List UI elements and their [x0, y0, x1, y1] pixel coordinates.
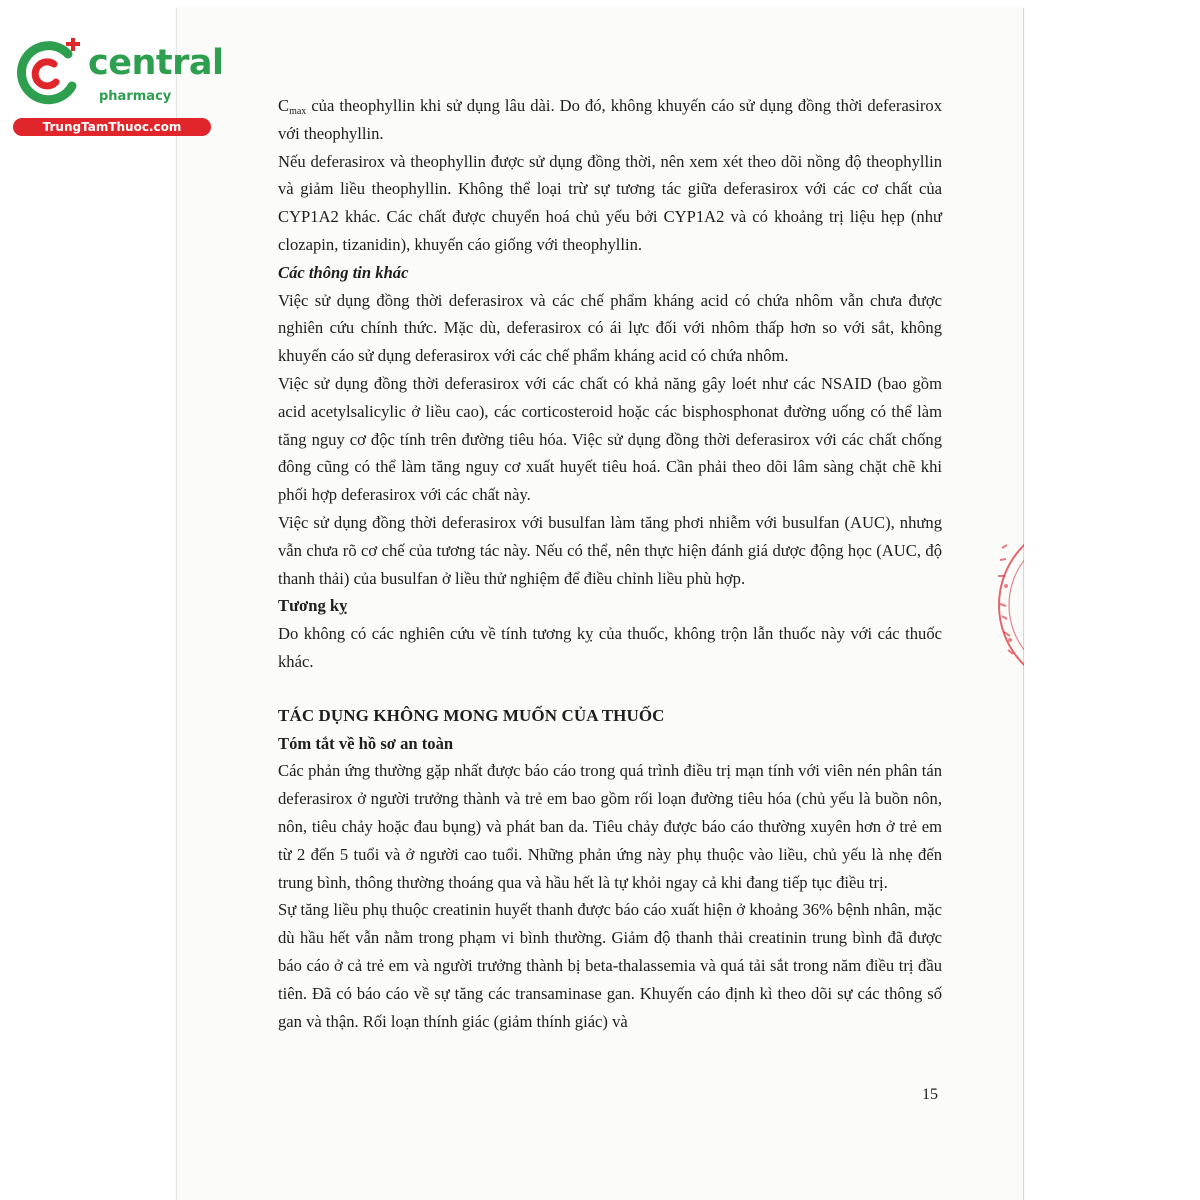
paragraph-antacid: Việc sử dụng đồng thời deferasirox và các chế phẩm kháng acid có chứa nhôm vẫn chưa được nghiên cứu chính thức. Mặc dù, deferasirox có ái lực đối với nhôm thấp hơn so với sắt, không khuyến cáo sử dụng deferasirox với các chế phẩm kháng acid có chứa nhôm.	[278, 290, 942, 366]
brand-name: central	[88, 43, 224, 83]
paragraph-nsaid: Việc sử dụng đồng thời deferasirox với các chất có khả năng gây loét như các NSAID (bao gồm acid acetylsalicylic ở liều cao), các corticosteroid hoặc các bisphosphonat đường uống có thể làm tăng nguy cơ độc tính trên đường tiêu hóa. Việc sử dụng đồng thời deferasirox với các chất chống đông cũng có thể làm tăng nguy cơ xuất huyết tiêu hoá. Cần phải theo dõi lâm sàng chặt chẽ khi phối hợp deferasirox với các chất này.	[278, 373, 942, 505]
paragraph-cmax	[278, 92, 942, 148]
heading-incompatibility: Tương kỵ	[278, 596, 348, 616]
section-title-adverse-effects: TÁC DỤNG KHÔNG MONG MUỐN CỦA THUỐC	[278, 705, 665, 725]
heading-safety-summary: Tóm tắt về hồ sơ an toàn	[278, 733, 454, 753]
page-number: 15	[922, 1086, 938, 1103]
brand-website-badge[interactable]: TrungTamThuoc.com	[13, 118, 211, 136]
brand-tagline: pharmacy	[99, 89, 172, 104]
pharmacy-cross-logo-icon	[10, 38, 88, 110]
central-pharmacy-logo[interactable]	[10, 38, 224, 138]
heading-other-information: Các thông tin khác	[278, 262, 409, 282]
paragraph-incompatibility: Do không có các nghiên cứu về tính tương kỵ của thuốc, không trộn lẫn thuốc này với các thuốc khác.	[278, 624, 942, 671]
paragraph-cmax-text: của theophyllin khi sử dụng lâu dài. Do đó, không khuyến cáo sử dụng đồng thời deferasirox với theophyllin.	[278, 96, 942, 143]
red-stamp-seal-icon	[988, 520, 1024, 690]
cmax-subscript: max	[289, 106, 307, 117]
paragraph-busulfan: Việc sử dụng đồng thời deferasirox với busulfan làm tăng phơi nhiễm với busulfan (AUC), nhưng vẫn chưa rõ cơ chế của tương tác này. Nếu có thể, nên thực hiện đánh giá dược động học (AUC, độ thanh thải) của busulfan ở liều thử nghiệm để điều chỉnh liều phù hợp.	[278, 512, 942, 588]
paragraph-creatinine: Sự tăng liều phụ thuộc creatinin huyết thanh được báo cáo xuất hiện ở khoảng 36% bệnh nhân, mặc dù hầu hết vẫn nằm trong phạm vi bình thường. Giảm độ thanh thải creatinin trung bình đã được báo cáo ở cả trẻ em và người trưởng thành bị beta-thalassemia và quá tải sắt trong năm điều trị đầu tiên. Đã có báo cáo về sự tăng các transaminase gan. Khuyến cáo định kì theo dõi sự các thông số gan và thận. Rối loạn thính giác (giảm thính giác) và	[278, 900, 942, 1031]
paragraph-common-reactions: Các phản ứng thường gặp nhất được báo cáo trong quá trình điều trị mạn tính với viên nén phân tán deferasirox ở người trưởng thành và trẻ em bao gồm rối loạn đường tiêu hóa (chủ yếu là buồn nôn, nôn, tiêu chảy hoặc đau bụng) và phát ban da. Tiêu chảy được báo cáo thường xuyên hơn ở trẻ em từ 2 đến 5 tuổi và ở người cao tuổi. Những phản ứng này phụ thuộc vào liều, chủ yếu là nhẹ đến trung bình, thông thường thoáng qua và hầu hết là tự khỏi ngay cả khi đang tiếp tục điều trị.	[278, 761, 942, 892]
document-body	[278, 92, 942, 1035]
paragraph-theophyllin: Nếu deferasirox và theophyllin được sử dụng đồng thời, nên xem xét theo dõi nồng độ theophyllin và giảm liều theophyllin. Không thể loại trừ sự tương tác giữa deferasirox với các cơ chất của CYP1A2 khác. Các chất được chuyển hoá chủ yếu bởi CYP1A2 và có khoảng trị liệu hẹp (như clozapin, tizanidin), khuyến cáo giống với theophyllin.	[278, 151, 942, 254]
cmax-symbol: C	[278, 96, 290, 115]
